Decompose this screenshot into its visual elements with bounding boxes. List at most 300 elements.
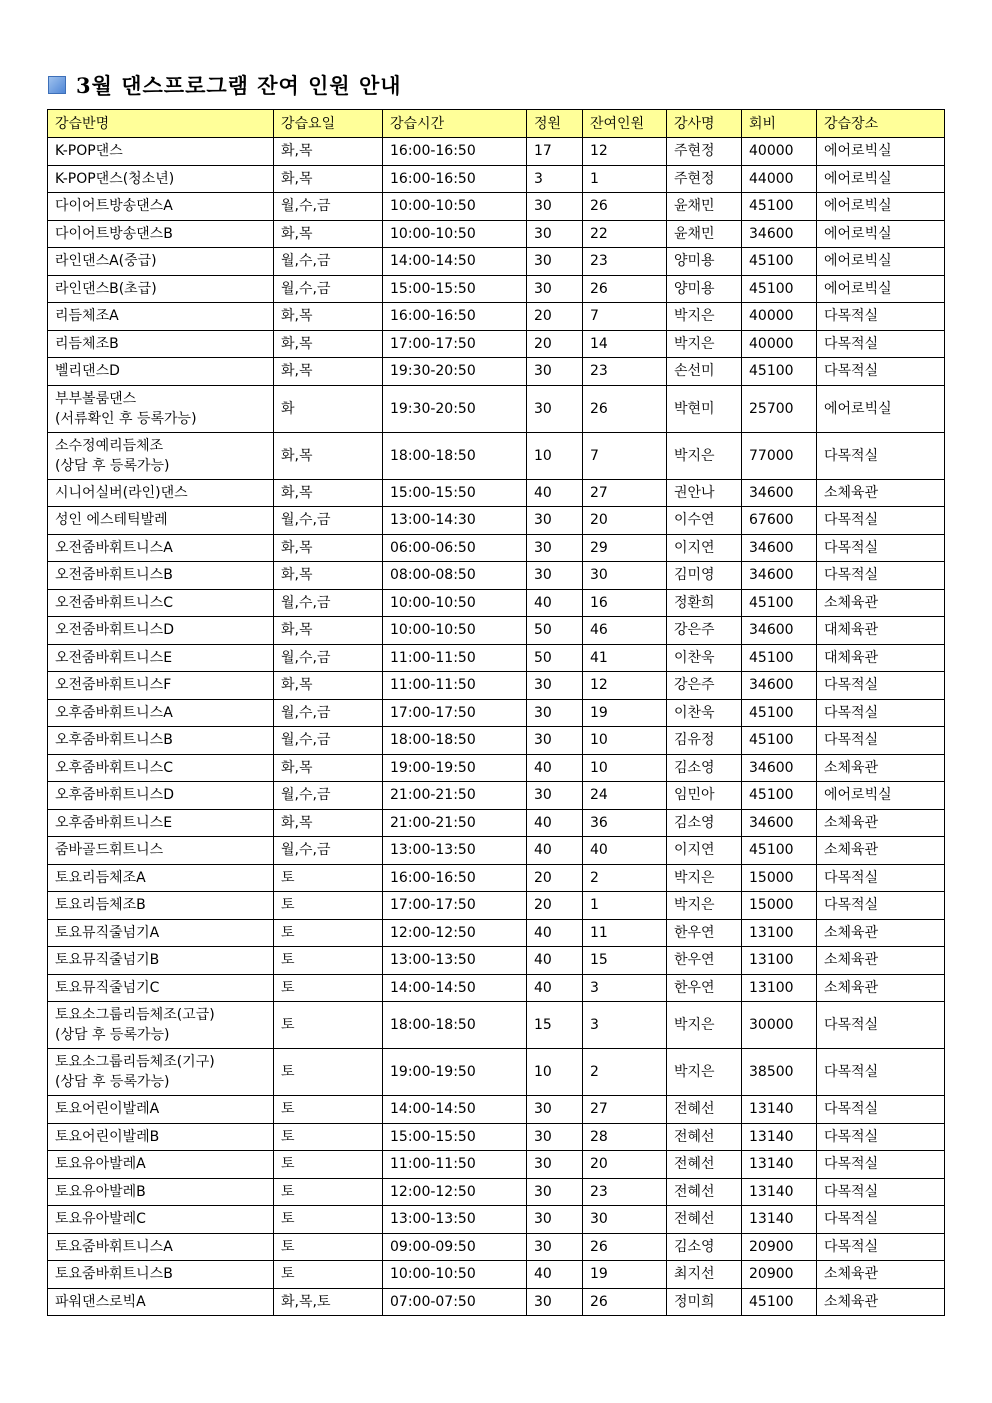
cell-fee: 45100: [742, 727, 817, 755]
table-row: [48, 138, 945, 166]
cell-instructor: 이찬욱: [667, 699, 742, 727]
class-name-text: 토요뮤직줄넘기C: [55, 979, 160, 996]
table-row: [48, 303, 945, 331]
cell-location: 다목적실: [817, 507, 945, 535]
cell-time: 09:00-09:50: [383, 1233, 527, 1261]
cell-class-name: [48, 432, 274, 479]
cell-time: 10:00-10:50: [383, 220, 527, 248]
table-row: [48, 672, 945, 700]
cell-capacity: 40: [527, 947, 583, 975]
cell-location: 에어로빅실: [817, 385, 945, 432]
program-table: [47, 109, 945, 1316]
cell-location: 소체육관: [817, 1288, 945, 1316]
cell-time: 21:00-21:50: [383, 782, 527, 810]
cell-time: 10:00-10:50: [383, 617, 527, 645]
class-name-text: 리듬체조A: [55, 308, 119, 325]
cell-remaining: 16: [583, 589, 667, 617]
class-name-text: 토요소그룹리듬체조(고급): [55, 1007, 215, 1023]
cell-days: 토: [274, 1123, 383, 1151]
class-name-text: 오후줌바휘트니스D: [55, 787, 174, 804]
cell-capacity: 40: [527, 809, 583, 837]
cell-capacity: 30: [527, 1178, 583, 1206]
cell-capacity: 10: [527, 432, 583, 479]
table-row: [48, 1233, 945, 1261]
class-name-text: 파워댄스로빅A: [55, 1293, 146, 1310]
cell-instructor: 한우연: [667, 974, 742, 1002]
cell-fee: 34600: [742, 220, 817, 248]
cell-instructor: 이수연: [667, 507, 742, 535]
class-name-text: 토요뮤직줄넘기B: [55, 952, 160, 969]
cell-fee: 13140: [742, 1178, 817, 1206]
cell-capacity: 30: [527, 248, 583, 276]
cell-capacity: 30: [527, 727, 583, 755]
cell-capacity: 30: [527, 385, 583, 432]
class-name-text: 오전줌바휘트니스F: [55, 677, 172, 694]
cell-capacity: 30: [527, 1123, 583, 1151]
table-row: [48, 1261, 945, 1289]
table-row: [48, 589, 945, 617]
cell-class-name: [48, 837, 274, 865]
cell-location: 다목적실: [817, 358, 945, 386]
class-name-text: 줌바골드휘트니스: [55, 842, 164, 859]
table-row: [48, 562, 945, 590]
cell-location: 다목적실: [817, 1096, 945, 1124]
cell-remaining: 19: [583, 699, 667, 727]
cell-remaining: 1: [583, 165, 667, 193]
cell-class-name: [48, 193, 274, 221]
class-name-text: 다이어트방송댄스A: [55, 198, 173, 215]
cell-instructor: 한우연: [667, 947, 742, 975]
cell-days: 화,목: [274, 165, 383, 193]
cell-time: 19:30-20:50: [383, 358, 527, 386]
cell-class-name: [48, 165, 274, 193]
cell-capacity: 10: [527, 1049, 583, 1096]
cell-instructor: 전혜선: [667, 1206, 742, 1234]
cell-location: 에어로빅실: [817, 165, 945, 193]
cell-days: 화,목: [274, 220, 383, 248]
cell-instructor: 주현정: [667, 165, 742, 193]
cell-instructor: 박지은: [667, 864, 742, 892]
cell-fee: 45100: [742, 193, 817, 221]
cell-remaining: 15: [583, 947, 667, 975]
cell-time: 17:00-17:50: [383, 892, 527, 920]
table-row: [48, 754, 945, 782]
table-row: [48, 727, 945, 755]
class-name-text: 토요유아발레C: [55, 1211, 146, 1228]
cell-class-name: [48, 1151, 274, 1179]
table-row: [48, 432, 945, 479]
cell-time: 13:00-13:50: [383, 1206, 527, 1234]
col-header-fee: 회비: [742, 110, 817, 138]
cell-class-name: [48, 220, 274, 248]
table-row: [48, 809, 945, 837]
cell-days: 토: [274, 1206, 383, 1234]
col-header-days: 강습요일: [274, 110, 383, 138]
cell-remaining: 26: [583, 1288, 667, 1316]
class-name-text: 오전줌바휘트니스D: [55, 622, 174, 639]
cell-class-name: [48, 1002, 274, 1049]
cell-location: 소체육관: [817, 754, 945, 782]
cell-time: 16:00-16:50: [383, 138, 527, 166]
cell-fee: 15000: [742, 864, 817, 892]
cell-time: 11:00-11:50: [383, 644, 527, 672]
cell-remaining: 19: [583, 1261, 667, 1289]
cell-instructor: 박현미: [667, 385, 742, 432]
cell-days: 화,목: [274, 617, 383, 645]
cell-days: 화,목: [274, 672, 383, 700]
cell-capacity: 30: [527, 220, 583, 248]
cell-capacity: 40: [527, 837, 583, 865]
cell-class-name: [48, 1233, 274, 1261]
table-row: [48, 330, 945, 358]
cell-capacity: 30: [527, 782, 583, 810]
cell-instructor: 정환희: [667, 589, 742, 617]
cell-remaining: 26: [583, 193, 667, 221]
cell-days: 월,수,금: [274, 275, 383, 303]
cell-remaining: 26: [583, 1233, 667, 1261]
class-name-text: 토요유아발레B: [55, 1183, 146, 1200]
cell-remaining: 24: [583, 782, 667, 810]
table-row: [48, 1178, 945, 1206]
table-row: [48, 275, 945, 303]
cell-location: 소체육관: [817, 479, 945, 507]
cell-location: 소체육관: [817, 1261, 945, 1289]
cell-time: 10:00-10:50: [383, 193, 527, 221]
class-name-text: 오후줌바휘트니스B: [55, 732, 173, 749]
cell-days: 토: [274, 974, 383, 1002]
cell-class-name: [48, 303, 274, 331]
cell-fee: 45100: [742, 644, 817, 672]
cell-remaining: 11: [583, 919, 667, 947]
table-row: [48, 1096, 945, 1124]
cell-location: 대체육관: [817, 644, 945, 672]
cell-time: 13:00-13:50: [383, 947, 527, 975]
cell-capacity: 30: [527, 1206, 583, 1234]
cell-days: 월,수,금: [274, 193, 383, 221]
cell-class-name: [48, 385, 274, 432]
cell-remaining: 23: [583, 358, 667, 386]
cell-class-name: [48, 864, 274, 892]
cell-fee: 13100: [742, 974, 817, 1002]
cell-instructor: 한우연: [667, 919, 742, 947]
class-name-text: 토요어린이발레B: [55, 1128, 160, 1145]
cell-class-name: [48, 138, 274, 166]
col-header-remaining: 잔여인원: [583, 110, 667, 138]
cell-instructor: 손선미: [667, 358, 742, 386]
cell-days: 화,목: [274, 534, 383, 562]
cell-days: 화: [274, 385, 383, 432]
cell-location: 에어로빅실: [817, 220, 945, 248]
cell-fee: 13140: [742, 1123, 817, 1151]
cell-class-name: [48, 358, 274, 386]
cell-fee: 20900: [742, 1261, 817, 1289]
cell-remaining: 40: [583, 837, 667, 865]
cell-capacity: 30: [527, 1096, 583, 1124]
cell-remaining: 27: [583, 479, 667, 507]
cell-days: 월,수,금: [274, 727, 383, 755]
table-row: [48, 1206, 945, 1234]
cell-fee: 34600: [742, 479, 817, 507]
cell-remaining: 12: [583, 138, 667, 166]
cell-instructor: 전혜선: [667, 1096, 742, 1124]
class-note-text: (상담 후 등록가능): [55, 1027, 170, 1043]
class-name-text: 오전줌바휘트니스C: [55, 594, 173, 611]
class-name-text: 토요유아발레A: [55, 1156, 146, 1173]
table-row: [48, 358, 945, 386]
cell-fee: 45100: [742, 782, 817, 810]
table-row: [48, 1123, 945, 1151]
cell-class-name: [48, 1288, 274, 1316]
cell-capacity: 30: [527, 1288, 583, 1316]
cell-capacity: 30: [527, 562, 583, 590]
cell-instructor: 이지연: [667, 837, 742, 865]
table-row: [48, 644, 945, 672]
cell-remaining: 10: [583, 727, 667, 755]
cell-fee: 45100: [742, 699, 817, 727]
cell-days: 화,목: [274, 754, 383, 782]
cell-remaining: 28: [583, 1123, 667, 1151]
cell-class-name: [48, 809, 274, 837]
cell-capacity: 50: [527, 617, 583, 645]
cell-days: 월,수,금: [274, 644, 383, 672]
cell-location: 다목적실: [817, 892, 945, 920]
class-name-text: 벨리댄스D: [55, 363, 120, 380]
cell-days: 월,수,금: [274, 837, 383, 865]
cell-instructor: 김유정: [667, 727, 742, 755]
cell-location: 다목적실: [817, 303, 945, 331]
cell-fee: 20900: [742, 1233, 817, 1261]
table-row: [48, 385, 945, 432]
cell-instructor: 양미용: [667, 275, 742, 303]
cell-days: 토: [274, 1002, 383, 1049]
cell-fee: 40000: [742, 138, 817, 166]
cell-capacity: 30: [527, 358, 583, 386]
cell-time: 19:00-19:50: [383, 754, 527, 782]
cell-location: 소체육관: [817, 974, 945, 1002]
cell-fee: 34600: [742, 534, 817, 562]
cell-days: 화,목: [274, 479, 383, 507]
cell-instructor: 김소영: [667, 754, 742, 782]
cell-remaining: 12: [583, 672, 667, 700]
col-header-time: 강습시간: [383, 110, 527, 138]
class-name-text: 소수정예리듬체조: [55, 437, 164, 454]
cell-location: 다목적실: [817, 1049, 945, 1096]
cell-instructor: 박지은: [667, 1002, 742, 1049]
cell-instructor: 권안나: [667, 479, 742, 507]
cell-location: 소체육관: [817, 589, 945, 617]
cell-fee: 25700: [742, 385, 817, 432]
cell-location: 다목적실: [817, 864, 945, 892]
cell-location: 에어로빅실: [817, 193, 945, 221]
cell-days: 토: [274, 947, 383, 975]
cell-instructor: 이지연: [667, 534, 742, 562]
cell-capacity: 30: [527, 1151, 583, 1179]
cell-class-name: [48, 1123, 274, 1151]
cell-time: 14:00-14:50: [383, 974, 527, 1002]
cell-days: 토: [274, 1233, 383, 1261]
cell-capacity: 30: [527, 1233, 583, 1261]
class-name-text: 토요리듬체조A: [55, 869, 146, 886]
cell-instructor: 박지은: [667, 303, 742, 331]
cell-fee: 44000: [742, 165, 817, 193]
cell-time: 18:00-18:50: [383, 432, 527, 479]
cell-remaining: 26: [583, 385, 667, 432]
cell-capacity: 30: [527, 275, 583, 303]
cell-fee: 13140: [742, 1151, 817, 1179]
class-name-text: 오전줌바휘트니스A: [55, 539, 173, 556]
class-name-text: 라인댄스A(중급): [55, 253, 157, 270]
cell-days: 토: [274, 1151, 383, 1179]
table-row: [48, 1049, 945, 1096]
cell-location: 소체육관: [817, 837, 945, 865]
cell-capacity: 30: [527, 507, 583, 535]
cell-days: 화,목: [274, 562, 383, 590]
class-name-text: 성인 에스테틱발레: [55, 512, 168, 529]
cell-days: 월,수,금: [274, 782, 383, 810]
class-name-text: 토요뮤직줄넘기A: [55, 924, 160, 941]
cell-instructor: 이찬욱: [667, 644, 742, 672]
class-name-text: 토요줌바휘트니스A: [55, 1238, 173, 1255]
table-row: [48, 864, 945, 892]
class-name-text: 라인댄스B(초급): [55, 280, 157, 297]
cell-fee: 34600: [742, 754, 817, 782]
cell-instructor: 주현정: [667, 138, 742, 166]
cell-class-name: [48, 248, 274, 276]
cell-days: 화,목,토: [274, 1288, 383, 1316]
cell-fee: 34600: [742, 672, 817, 700]
cell-time: 19:30-20:50: [383, 385, 527, 432]
class-name-text: 리듬체조B: [55, 335, 119, 352]
cell-days: 토: [274, 1096, 383, 1124]
class-name-text: 다이어트방송댄스B: [55, 225, 173, 242]
cell-fee: 13100: [742, 947, 817, 975]
cell-class-name: [48, 275, 274, 303]
cell-class-name: [48, 479, 274, 507]
class-name-text: K-POP댄스: [55, 143, 123, 160]
cell-time: 10:00-10:50: [383, 589, 527, 617]
class-name-text: K-POP댄스(청소년): [55, 170, 175, 187]
cell-time: 15:00-15:50: [383, 1123, 527, 1151]
cell-time: 16:00-16:50: [383, 864, 527, 892]
table-row: [48, 479, 945, 507]
cell-location: 에어로빅실: [817, 248, 945, 276]
cell-location: 다목적실: [817, 1002, 945, 1049]
cell-location: 소체육관: [817, 809, 945, 837]
cell-time: 17:00-17:50: [383, 330, 527, 358]
cell-days: 화,목: [274, 358, 383, 386]
cell-location: 다목적실: [817, 534, 945, 562]
cell-capacity: 20: [527, 892, 583, 920]
cell-fee: 45100: [742, 837, 817, 865]
cell-remaining: 41: [583, 644, 667, 672]
cell-instructor: 박지은: [667, 1049, 742, 1096]
table-row: [48, 837, 945, 865]
cell-remaining: 26: [583, 275, 667, 303]
header-row: [48, 110, 945, 138]
cell-fee: 34600: [742, 562, 817, 590]
cell-time: 12:00-12:50: [383, 919, 527, 947]
class-note-text: (상담 후 등록가능): [55, 457, 170, 474]
class-name-text: 오후줌바휘트니스A: [55, 704, 173, 721]
col-header-instructor: 강사명: [667, 110, 742, 138]
cell-instructor: 윤채민: [667, 193, 742, 221]
table-body: [48, 138, 945, 1316]
cell-class-name: [48, 1206, 274, 1234]
cell-location: 다목적실: [817, 1206, 945, 1234]
cell-instructor: 김소영: [667, 1233, 742, 1261]
cell-fee: 45100: [742, 1288, 817, 1316]
cell-time: 18:00-18:50: [383, 727, 527, 755]
cell-class-name: [48, 330, 274, 358]
cell-class-name: [48, 754, 274, 782]
col-header-class-name: 강습반명: [48, 110, 274, 138]
cell-class-name: [48, 562, 274, 590]
cell-class-name: [48, 534, 274, 562]
cell-fee: 15000: [742, 892, 817, 920]
cell-fee: 40000: [742, 303, 817, 331]
cell-days: 화,목: [274, 432, 383, 479]
cell-time: 11:00-11:50: [383, 1151, 527, 1179]
col-header-capacity: 정원: [527, 110, 583, 138]
cell-remaining: 30: [583, 562, 667, 590]
cell-class-name: [48, 782, 274, 810]
table-row: [48, 248, 945, 276]
class-name-text: 오전줌바휘트니스E: [55, 649, 173, 666]
cell-capacity: 30: [527, 193, 583, 221]
table-row: [48, 947, 945, 975]
cell-class-name: [48, 919, 274, 947]
cell-days: 토: [274, 1049, 383, 1096]
cell-location: 다목적실: [817, 1151, 945, 1179]
cell-location: 다목적실: [817, 672, 945, 700]
cell-fee: 13100: [742, 919, 817, 947]
table-row: [48, 1151, 945, 1179]
cell-days: 화,목: [274, 809, 383, 837]
cell-days: 월,수,금: [274, 507, 383, 535]
cell-time: 11:00-11:50: [383, 672, 527, 700]
cell-days: 화,목: [274, 303, 383, 331]
cell-instructor: 최지선: [667, 1261, 742, 1289]
class-name-text: 시니어실버(라인)댄스: [55, 484, 188, 501]
cell-days: 토: [274, 1178, 383, 1206]
cell-instructor: 정미희: [667, 1288, 742, 1316]
cell-location: 다목적실: [817, 727, 945, 755]
cell-time: 17:00-17:50: [383, 699, 527, 727]
table-row: [48, 892, 945, 920]
cell-class-name: [48, 1096, 274, 1124]
class-name-text: 오전줌바휘트니스B: [55, 567, 173, 584]
cell-remaining: 7: [583, 432, 667, 479]
cell-days: 토: [274, 892, 383, 920]
table-row: [48, 974, 945, 1002]
cell-class-name: [48, 947, 274, 975]
cell-instructor: 전혜선: [667, 1178, 742, 1206]
cell-capacity: 50: [527, 644, 583, 672]
cell-remaining: 1: [583, 892, 667, 920]
cell-class-name: [48, 892, 274, 920]
cell-time: 18:00-18:50: [383, 1002, 527, 1049]
table-row: [48, 507, 945, 535]
cell-time: 15:00-15:50: [383, 479, 527, 507]
cell-days: 화,목: [274, 330, 383, 358]
cell-capacity: 30: [527, 699, 583, 727]
cell-instructor: 전혜선: [667, 1151, 742, 1179]
cell-fee: 45100: [742, 275, 817, 303]
cell-instructor: 임민아: [667, 782, 742, 810]
class-name-text: 오후줌바휘트니스C: [55, 759, 173, 776]
cell-time: 15:00-15:50: [383, 275, 527, 303]
cell-class-name: [48, 617, 274, 645]
